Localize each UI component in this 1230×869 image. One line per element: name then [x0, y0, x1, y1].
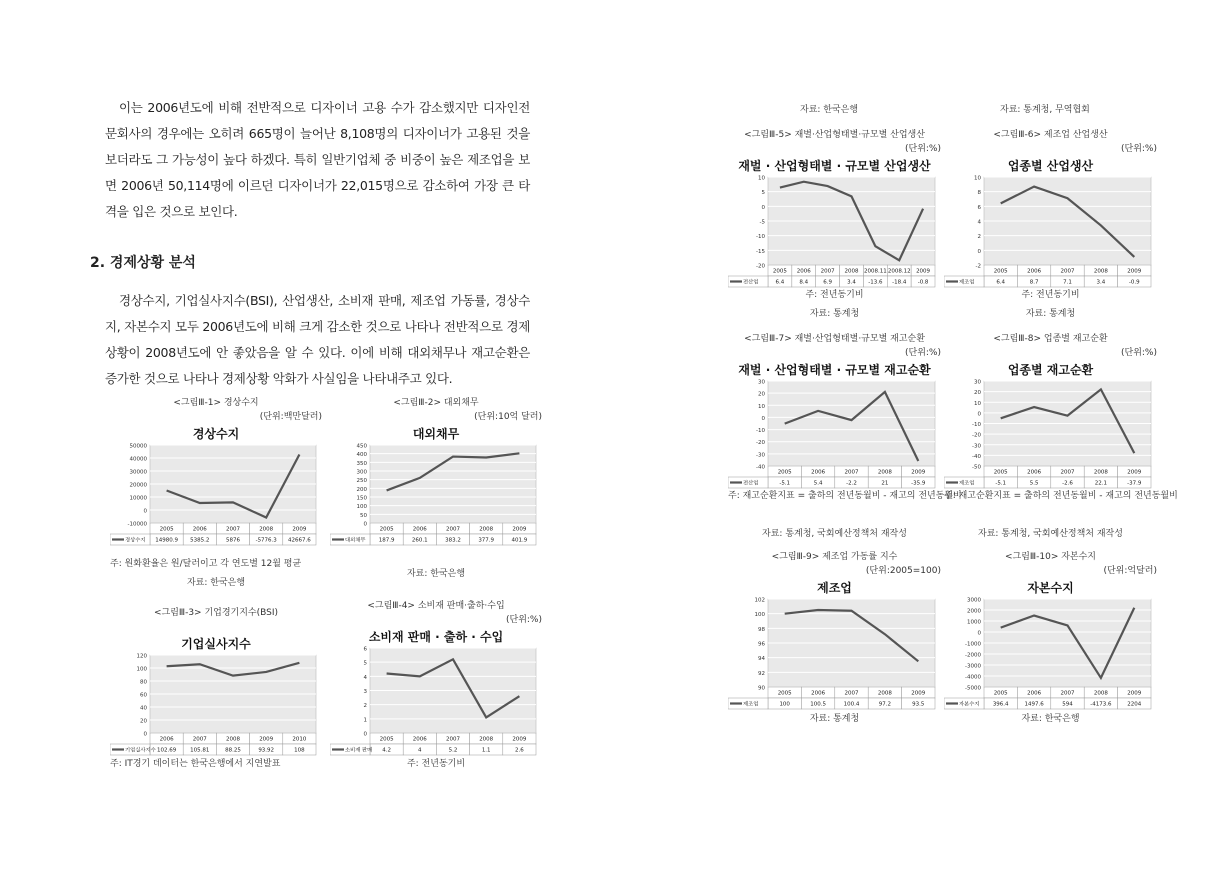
x-tick-label: 2008.12 [887, 268, 911, 275]
chart-svg [330, 642, 542, 797]
chart-figure-c7 [728, 331, 962, 541]
chart-caption: <그림Ⅲ-4> 소비재 판매·출하·수입 [367, 601, 505, 611]
data-label: 100.4 [843, 701, 860, 708]
y-tick-label: 98 [758, 626, 765, 633]
data-label: 7.1 [1063, 279, 1072, 286]
x-tick-label: 2008 [844, 268, 859, 275]
top-source-right: 자료: 통계청, 무역협회 [1000, 105, 1090, 115]
x-tick-label: 2006 [811, 690, 826, 697]
y-tick-label: 6 [363, 646, 367, 653]
y-tick-label: -2000 [965, 652, 981, 659]
chart-title: 업종별 재고순환 [1007, 363, 1094, 377]
data-label: 6.9 [823, 279, 833, 286]
legend-label: 제조업 [743, 701, 759, 708]
y-tick-label: -40 [972, 453, 981, 460]
data-label: 383.2 [445, 537, 461, 544]
x-tick-label: 2007 [1060, 690, 1075, 697]
chart-note: 자료: 한국은행 [406, 569, 466, 579]
y-tick-label: 90 [758, 685, 765, 692]
data-label: 5.2 [448, 747, 458, 754]
chart-note: 자료: 통계청 [1025, 309, 1076, 319]
x-tick-label: 2008 [877, 469, 892, 476]
chart-figure-c9 [728, 549, 941, 729]
data-label: 88.25 [225, 747, 241, 754]
data-label: -4173.6 [1090, 701, 1112, 708]
chart-svg [110, 649, 322, 797]
paragraph-1: 이는 2006년도에 비해 전반적으로 디자이너 고용 수가 감소했지만 디자인전문회사의 경우에는 오히려 665명이 늘어난 8,108명의 디자이너가 고용된 것을 보더라도 그 가능성이 높다 하겠다. 특히 일반기업체 중 비중이 높은 제조업을 보면 2006년 50,114명에 이르던 디자이너가 22,015명으로 감소하여 가장 큰 타격을 입은 것으로 보인다. [105, 100, 530, 219]
data-label: 6.4 [775, 279, 785, 286]
legend-label: 제조업 [959, 279, 975, 286]
x-tick-label: 2005 [777, 690, 792, 697]
y-tick-label: 20 [140, 718, 147, 725]
y-tick-label: 40 [140, 705, 147, 712]
chart-title: 자본수지 [1027, 581, 1074, 595]
legend-label: 자본수지 [959, 701, 980, 708]
y-tick-label: -20 [756, 440, 765, 447]
x-tick-label: 2007 [1060, 469, 1075, 476]
data-label: 377.9 [478, 537, 495, 544]
y-tick-label: 50 [360, 512, 367, 519]
chart-note: 자료: 한국은행 [186, 578, 246, 588]
data-label: 2204 [1127, 701, 1142, 708]
chart-svg [330, 439, 542, 587]
data-label: 5.4 [813, 480, 823, 487]
x-tick-label: 2009 [1127, 268, 1142, 275]
y-tick-label: 20000 [129, 482, 147, 489]
y-tick-label: 60 [140, 692, 147, 699]
data-label: 93.5 [912, 701, 925, 708]
data-label: -2.2 [846, 480, 857, 487]
x-tick-label: 2009 [911, 469, 926, 476]
y-tick-label: 10 [758, 175, 765, 182]
y-tick-label: 10 [974, 175, 981, 182]
data-label: -5.1 [779, 480, 791, 487]
chart-figure-c5 [728, 127, 941, 319]
y-tick-label: 1000 [967, 619, 981, 626]
chart-title: 소비재 판매 · 출하 · 수입 [368, 630, 504, 644]
chart-caption: <그림Ⅲ-5> 재별·산업형태별·규모별 산업생산 [744, 130, 925, 140]
x-tick-label: 2008 [226, 736, 240, 743]
x-tick-label: 2006 [796, 268, 811, 275]
chart-unit: (단위:10억 달러) [474, 412, 542, 422]
chart-caption: <그림Ⅲ-7> 재별·산업형태별·규모별 재고순환 [744, 334, 925, 344]
chart-unit: (단위:2005=100) [865, 566, 941, 576]
data-label: 5.5 [1029, 480, 1039, 487]
x-tick-label: 2008.11 [863, 268, 887, 275]
x-tick-label: 2007 [1060, 268, 1075, 275]
chart-figure-c8 [944, 331, 1178, 541]
chart-note: 주: 전년동기비 [1021, 290, 1080, 300]
legend-label: 전산업 [743, 480, 759, 487]
x-tick-label: 2009 [1127, 690, 1142, 697]
chart-note: 주: IT경기 데이터는 한국은행에서 지연발표 [110, 759, 281, 769]
y-tick-label: -10 [756, 428, 765, 435]
chart-unit: (단위:억달러) [1103, 566, 1157, 576]
y-tick-label: 5 [761, 190, 765, 197]
x-tick-label: 2008 [259, 526, 274, 533]
x-tick-label: 2009 [259, 736, 274, 743]
data-label: 108 [294, 747, 305, 754]
y-tick-label: 400 [356, 452, 367, 459]
y-tick-label: 100 [754, 612, 765, 619]
y-tick-label: 50000 [129, 443, 147, 450]
y-tick-label: 92 [758, 670, 765, 677]
chart-figure-c6 [944, 127, 1157, 319]
legend-label: 대외채무 [345, 537, 366, 544]
chart-svg [944, 593, 1157, 751]
chart-figure-c4 [330, 598, 542, 768]
data-label: 4.2 [382, 747, 391, 754]
x-tick-label: 2006 [159, 736, 174, 743]
chart-note: 주: 전년동기비 [805, 290, 864, 300]
top-source-left: 자료: 한국은행 [800, 105, 859, 115]
chart-note: 주: 재고순환지표 = 출하의 전년동월비 - 재고의 전년동월비 [728, 491, 962, 501]
legend-label: 전산업 [743, 279, 759, 286]
y-tick-label: -3000 [965, 663, 981, 670]
x-tick-label: 2007 [446, 526, 460, 533]
y-tick-label: -5 [759, 219, 765, 226]
y-tick-label: 0 [761, 204, 765, 211]
y-tick-label: -20 [756, 263, 765, 270]
chart-svg [728, 593, 941, 751]
x-tick-label: 2008 [1093, 268, 1108, 275]
data-label: 401.9 [511, 537, 528, 544]
data-label: 594 [1062, 701, 1073, 708]
x-tick-label: 2008 [1093, 469, 1108, 476]
y-tick-label: 300 [356, 469, 367, 476]
chart-figure-c10 [944, 549, 1157, 729]
y-tick-label: 250 [356, 478, 367, 485]
y-tick-label: 200 [356, 486, 367, 493]
data-label: -0.8 [917, 279, 929, 286]
chart-note: 주: 전년동기비 [406, 759, 466, 769]
data-label: 3.4 [847, 279, 856, 286]
y-tick-label: 5 [363, 660, 367, 667]
y-tick-label: -5000 [965, 685, 981, 692]
y-tick-label: 80 [140, 679, 147, 686]
x-tick-label: 2005 [379, 526, 394, 533]
y-tick-label: 4 [977, 219, 981, 226]
chart-caption: <그림Ⅲ-6> 제조업 산업생산 [993, 130, 1108, 140]
y-tick-label: 20 [758, 391, 765, 398]
y-tick-label: 3 [363, 689, 367, 695]
y-tick-label: 0 [143, 731, 147, 738]
y-tick-label: 0 [363, 731, 367, 738]
data-label: -2.6 [1062, 480, 1073, 487]
chart-note: 자료: 통계청, 국회예산정책처 재작성 [978, 529, 1123, 539]
y-tick-label: -30 [972, 443, 981, 450]
data-label: 6.4 [996, 279, 1006, 286]
x-tick-label: 2005 [993, 469, 1008, 476]
chart-title: 경상수지 [192, 427, 240, 441]
section-heading: 2. 경제상황 분석 [90, 255, 196, 271]
y-tick-label: 2 [363, 703, 367, 710]
y-tick-label: 350 [356, 460, 367, 467]
chart-unit: (단위:%) [506, 615, 542, 625]
x-tick-label: 2009 [1127, 469, 1142, 476]
x-tick-label: 2006 [192, 526, 207, 533]
chart-unit: (단위:백만달러) [259, 412, 322, 422]
legend-label: 제조업 [959, 480, 975, 487]
chart-title: 기업실사지수 [181, 637, 251, 651]
y-tick-label: 0 [977, 411, 981, 418]
y-tick-label: 0 [143, 508, 147, 515]
data-label: 100 [779, 701, 790, 708]
x-tick-label: 2009 [911, 690, 926, 697]
y-tick-label: 0 [363, 521, 367, 528]
data-label: -18.4 [892, 279, 907, 286]
chart-caption: <그림Ⅲ-3> 기업경기지수(BSI) [153, 608, 279, 618]
data-label: 3.4 [1096, 279, 1106, 286]
legend-label: 소비재 판매 [345, 747, 373, 754]
chart-figure-c2 [330, 395, 542, 579]
y-tick-label: 30 [758, 379, 765, 386]
chart-note: 자료: 통계청, 국회예산정책처 재작성 [762, 529, 907, 539]
y-tick-label: 4 [363, 674, 367, 681]
chart-unit: (단위:%) [905, 348, 941, 358]
y-tick-label: 2000 [967, 608, 981, 615]
y-tick-label: -10000 [127, 521, 147, 528]
x-tick-label: 2007 [192, 736, 207, 743]
y-tick-label: 10 [974, 400, 981, 407]
x-tick-label: 2007 [844, 690, 859, 697]
x-tick-label: 2005 [993, 690, 1008, 697]
chart-caption: <그림Ⅲ-2> 대외채무 [393, 398, 479, 408]
y-tick-label: 102 [754, 597, 765, 604]
y-tick-label: 100 [356, 504, 367, 511]
chart-caption: <그림Ⅲ-1> 경상수지 [173, 398, 259, 408]
y-tick-label: -50 [972, 464, 981, 471]
data-label: 396.4 [992, 701, 1009, 708]
x-tick-label: 2006 [412, 526, 427, 533]
data-label: -0.9 [1128, 279, 1140, 286]
y-tick-label: 10000 [129, 495, 147, 502]
y-tick-label: 450 [356, 443, 367, 450]
data-label: 14980.9 [155, 537, 178, 544]
x-tick-label: 2005 [772, 268, 787, 275]
data-label: -13.6 [868, 279, 883, 286]
y-tick-label: 6 [977, 204, 981, 211]
data-label: 42667.6 [288, 537, 311, 544]
y-tick-label: 30000 [129, 469, 147, 476]
x-tick-label: 2006 [1027, 469, 1042, 476]
data-label: -5776.3 [255, 537, 277, 544]
x-tick-label: 2005 [993, 268, 1008, 275]
chart-title: 재벌 · 산업형태별 · 규모별 재고순환 [738, 363, 931, 377]
x-tick-label: 2007 [844, 469, 859, 476]
chart-note: 자료: 통계청 [809, 309, 860, 319]
data-label: 5385.2 [190, 537, 210, 544]
x-tick-label: 2009 [292, 526, 307, 533]
x-tick-label: 2008 [479, 736, 494, 743]
data-label: 1.1 [481, 747, 491, 754]
y-tick-label: 96 [758, 641, 765, 648]
chart-figure-c3 [110, 605, 322, 775]
y-tick-label: 120 [136, 653, 147, 660]
chart-caption: <그림Ⅲ-9> 제조업 가동률 지수 [771, 552, 898, 562]
y-tick-label: -2 [975, 263, 981, 270]
chart-unit: (단위:%) [1121, 144, 1157, 154]
data-label: 100.5 [810, 701, 826, 708]
y-tick-label: -30 [756, 452, 765, 459]
chart-note: 자료: 통계청 [809, 714, 860, 724]
y-tick-label: 30 [974, 379, 981, 386]
y-tick-label: 2 [977, 234, 981, 241]
data-label: 102.69 [156, 747, 177, 754]
data-label: -35.9 [911, 480, 926, 487]
y-tick-label: 1 [363, 717, 367, 724]
chart-caption: <그림Ⅲ-8> 업종별 재고순환 [993, 334, 1108, 344]
data-label: 260.1 [411, 537, 428, 544]
x-tick-label: 2008 [877, 690, 892, 697]
data-label: -5.1 [995, 480, 1007, 487]
x-tick-label: 2005 [379, 736, 394, 743]
chart-title: 재벌 · 산업형태별 · 규모별 산업생산 [738, 159, 931, 173]
y-tick-label: 100 [136, 666, 147, 673]
chart-caption: <그림Ⅲ-10> 자본수지 [1004, 552, 1096, 562]
y-tick-label: 0 [977, 248, 981, 255]
y-tick-label: -40 [756, 464, 765, 471]
x-tick-label: 2009 [512, 526, 527, 533]
legend-label: 경상수지 [125, 537, 146, 544]
data-label: 97.2 [878, 701, 892, 708]
x-tick-label: 2007 [446, 736, 460, 743]
x-tick-label: 2006 [1027, 690, 1042, 697]
x-tick-label: 2008 [1093, 690, 1108, 697]
x-tick-label: 2009 [916, 268, 931, 275]
legend-label: 기업실사지수 [125, 747, 156, 754]
x-tick-label: 2010 [292, 736, 307, 743]
chart-note: 자료: 한국은행 [1021, 714, 1080, 724]
x-tick-label: 2005 [159, 526, 174, 533]
chart-note: 주: 재고순환지표 = 출하의 전년동월비 - 재고의 전년동월비 [944, 491, 1178, 501]
data-label: 1497.6 [1024, 701, 1044, 708]
x-tick-label: 2005 [777, 469, 792, 476]
y-tick-label: 8 [977, 190, 981, 197]
x-tick-label: 2006 [811, 469, 826, 476]
x-tick-label: 2007 [226, 526, 240, 533]
y-tick-label: -20 [972, 432, 981, 439]
x-tick-label: 2009 [512, 736, 527, 743]
chart-svg [944, 375, 1178, 530]
chart-title: 업종별 산업생산 [1007, 159, 1094, 173]
y-tick-label: 0 [977, 630, 981, 637]
y-tick-label: -4000 [965, 674, 981, 681]
chart-figure-c1 [110, 395, 322, 588]
data-label: 187.9 [378, 537, 395, 544]
y-tick-label: 20 [974, 390, 981, 397]
chart-unit: (단위:%) [1121, 348, 1157, 358]
data-label: 21 [881, 480, 889, 487]
y-tick-label: 3000 [967, 597, 981, 604]
y-tick-label: -10 [972, 422, 981, 428]
chart-title: 제조업 [817, 581, 852, 595]
x-tick-label: 2008 [479, 526, 494, 533]
data-label: 8.7 [1029, 279, 1039, 286]
chart-unit: (단위:%) [905, 144, 941, 154]
data-label: 8.4 [799, 279, 809, 286]
chart-title: 대외채무 [412, 427, 460, 441]
data-label: -37.9 [1127, 480, 1142, 487]
y-tick-label: 40000 [129, 456, 147, 463]
y-tick-label: 10 [758, 403, 765, 410]
data-label: 105.81 [190, 747, 210, 754]
data-label: 22.1 [1094, 480, 1108, 487]
paragraph-2: 경상수지, 기업실사지수(BSI), 산업생산, 소비재 판매, 제조업 가동률, 경상수지, 자본수지 모두 2006년도에 비해 크게 감소한 것으로 나타나 전반적으로 경제상황이 2008년도에 안 좋았음을 알 수 있다. 이에 비해 대외채무나 재고순환은 증가한 것으로 나타나 경제상황 악화가 사실임을 나타내주고 있다. [105, 293, 530, 386]
x-tick-label: 2006 [412, 736, 427, 743]
chart-svg [728, 375, 962, 530]
data-label: 2.6 [515, 747, 524, 754]
data-label: 4 [418, 747, 422, 754]
y-tick-label: 94 [758, 656, 765, 663]
y-tick-label: -10 [756, 234, 765, 241]
y-tick-label: -1000 [965, 641, 981, 648]
data-label: 93.92 [258, 747, 275, 754]
x-tick-label: 2007 [820, 268, 835, 275]
data-label: 5876 [226, 537, 240, 544]
y-tick-label: -15 [756, 248, 765, 255]
y-tick-label: 0 [761, 415, 765, 422]
plot-area [768, 381, 935, 466]
y-tick-label: 150 [356, 495, 367, 502]
chart-note: 주: 원화환율은 원/달러이고 각 연도별 12월 평균 [110, 559, 302, 569]
x-tick-label: 2006 [1027, 268, 1042, 275]
